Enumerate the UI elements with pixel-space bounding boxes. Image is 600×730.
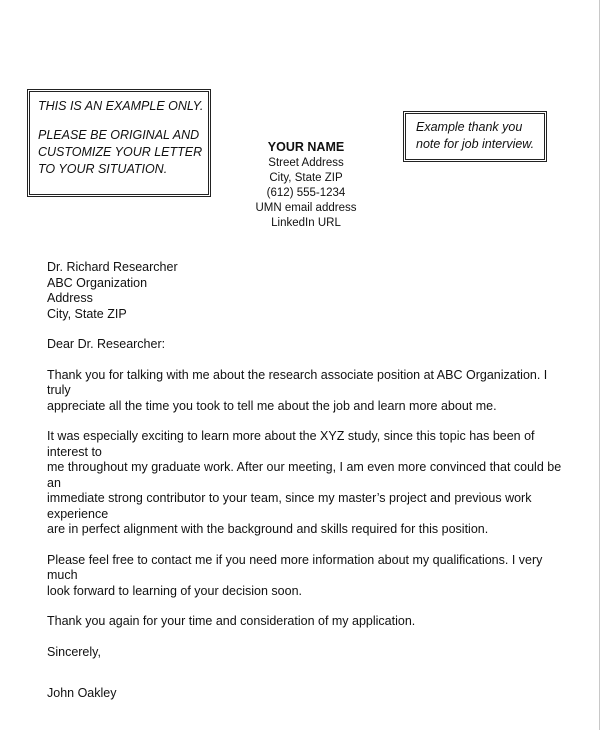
paragraph-line: are in perfect alignment with the background and skills required for this position. <box>47 522 489 536</box>
paragraph-line: Thank you again for your time and consideration of my application. <box>47 614 416 628</box>
sender-phone: (612) 555-1234 <box>266 187 346 199</box>
spacer <box>38 115 208 127</box>
paragraph-closing-thanks <box>47 614 567 630</box>
example-note-line: note for job interview. <box>416 137 535 151</box>
sender-name: YOUR NAME <box>267 140 345 154</box>
paragraph-contact <box>47 553 567 600</box>
paragraph-line: Thank you for talking with me about the research associate position at ABC Organization. I truly <box>47 367 548 397</box>
example-note-line: Example thank you <box>416 120 523 134</box>
paragraph-line: immediate strong contributor to your team, since my master’s project and previous work experience <box>47 491 532 521</box>
disclaimer-line: PLEASE BE ORIGINAL AND <box>38 128 200 142</box>
recipient-block <box>47 260 567 322</box>
paragraph-line: It was especially exciting to learn more about the XYZ study, since this topic has been of interest to <box>47 429 535 459</box>
letter-body <box>47 260 567 702</box>
disclaimer-line: THIS IS AN EXAMPLE ONLY. <box>38 99 204 113</box>
spacer <box>47 414 567 429</box>
paragraph-line: me throughout my graduate work. After our meeting, I am even more convinced that could be an <box>47 460 562 490</box>
sender-email: UMN email address <box>255 202 357 214</box>
spacer <box>47 630 567 645</box>
example-note-box <box>403 111 547 162</box>
signature-name: John Oakley <box>47 686 117 700</box>
recipient-organization: ABC Organization <box>47 275 148 290</box>
paragraph-line: Please feel free to contact me if you need more information about my qualifications. I very much <box>47 552 543 582</box>
paragraph-line: look forward to learning of your decision soon. <box>47 583 303 598</box>
spacer <box>47 353 567 368</box>
closing: Sincerely, <box>47 644 101 659</box>
salutation: Dear Dr. Researcher: <box>47 337 166 351</box>
paragraph-thanks <box>47 368 567 415</box>
paragraph-interest <box>47 429 567 538</box>
sender-street: Street Address <box>268 157 344 169</box>
paragraph-line: appreciate all the time you took to tell me about the job and learn more about me. <box>47 398 497 413</box>
sender-linkedin: LinkedIn URL <box>271 217 341 229</box>
disclaimer-line: CUSTOMIZE YOUR LETTER <box>38 145 203 159</box>
recipient-name: Dr. Richard Researcher <box>47 260 178 274</box>
spacer <box>47 322 567 337</box>
disclaimer-line: TO YOUR SITUATION. <box>38 162 168 176</box>
spacer <box>47 660 567 686</box>
spacer <box>47 538 567 553</box>
recipient-address: Address <box>47 291 93 305</box>
spacer <box>47 599 567 614</box>
sender-city-state-zip: City, State ZIP <box>269 172 343 184</box>
disclaimer-box <box>27 89 211 197</box>
sender-header <box>190 140 422 231</box>
recipient-city-state-zip: City, State ZIP <box>47 306 127 321</box>
